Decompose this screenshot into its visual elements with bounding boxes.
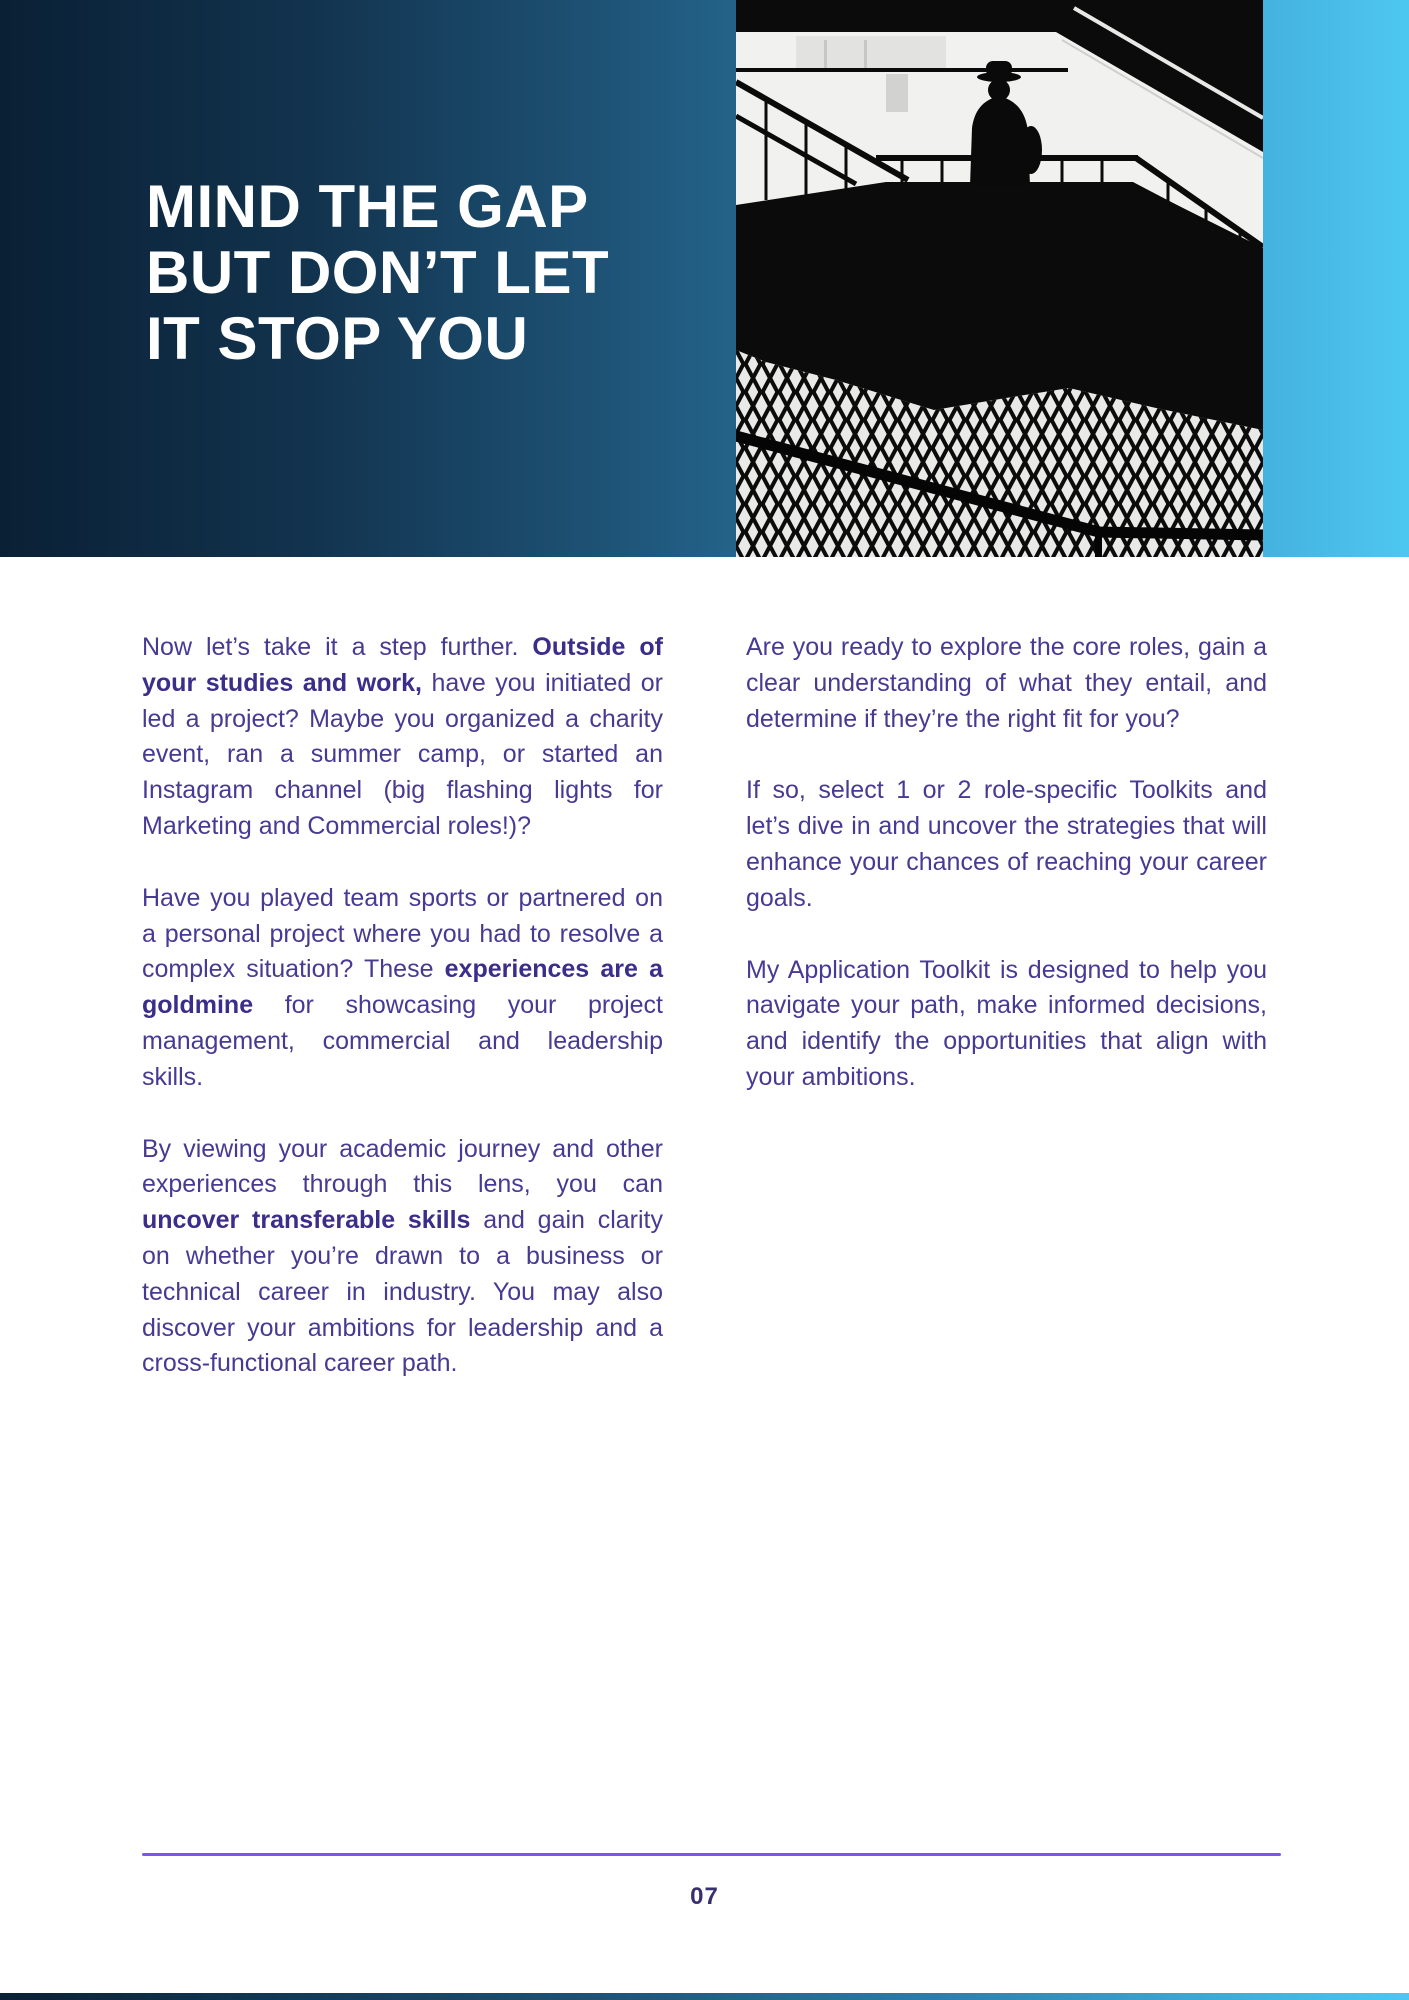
paragraph-text: Have you played team sports or partnered on a personal project where you had to resolve a complex situation? These	[142, 883, 663, 984]
right-column	[746, 630, 1267, 1132]
paragraph	[142, 881, 663, 1096]
paragraph-text: By viewing your academic journey and other experiences through this lens, you can	[142, 1134, 663, 1199]
page-number: 07	[690, 1883, 719, 1910]
footer-rule	[142, 1853, 1281, 1856]
paragraph-bold-text: experiences are a goldmine	[142, 955, 663, 1020]
paragraph-text: have you initiated or led a project? Maybe you organized a charity event, ran a summer camp, or started an Instagram channel (big flashing lights for Marketing and Commercial roles!)?	[142, 668, 663, 840]
page-title-line-1: MIND THE GAP	[146, 173, 589, 240]
paragraph	[746, 630, 1267, 737]
paragraph-text: Are you ready to explore the core roles, gain a clear understanding of what they entail, and determine if they’re the right fit for you?	[746, 633, 1267, 733]
page-title-line-2: BUT DON’T LET	[146, 239, 610, 306]
paragraph	[746, 953, 1267, 1096]
bottom-gradient-bar	[0, 1993, 1409, 2000]
paragraph-text: Now let’s take it a step further.	[142, 633, 533, 661]
paragraph-text: If so, select 1 or 2 role-specific Toolkits and let’s dive in and uncover the strategies that will enhance your chances of reaching your career goals.	[746, 776, 1267, 912]
staircase-photo	[736, 0, 1263, 557]
paragraph-text: and gain clarity on whether you’re drawn to a business or technical career in industry. You may also discover your ambitions for leadership and a cross-functional career path.	[142, 1206, 663, 1378]
paragraph-bold-text: uncover transferable skills	[142, 1206, 471, 1235]
left-column	[142, 630, 663, 1418]
paragraph	[746, 773, 1267, 916]
paragraph	[142, 630, 663, 845]
staircase-photo-art	[736, 0, 1263, 557]
paragraph-text: My Application Toolkit is designed to help you navigate your path, make informed decisions, and identify the opportunities that align with your ambitions.	[746, 955, 1267, 1091]
paragraph-text: for showcasing your project management, commercial and leadership skills.	[142, 991, 663, 1091]
paragraph	[142, 1132, 663, 1383]
page-title	[146, 174, 609, 372]
page-title-line-3: IT STOP YOU	[146, 305, 529, 372]
paragraph-bold-text: Outside of your studies and work,	[142, 633, 664, 697]
